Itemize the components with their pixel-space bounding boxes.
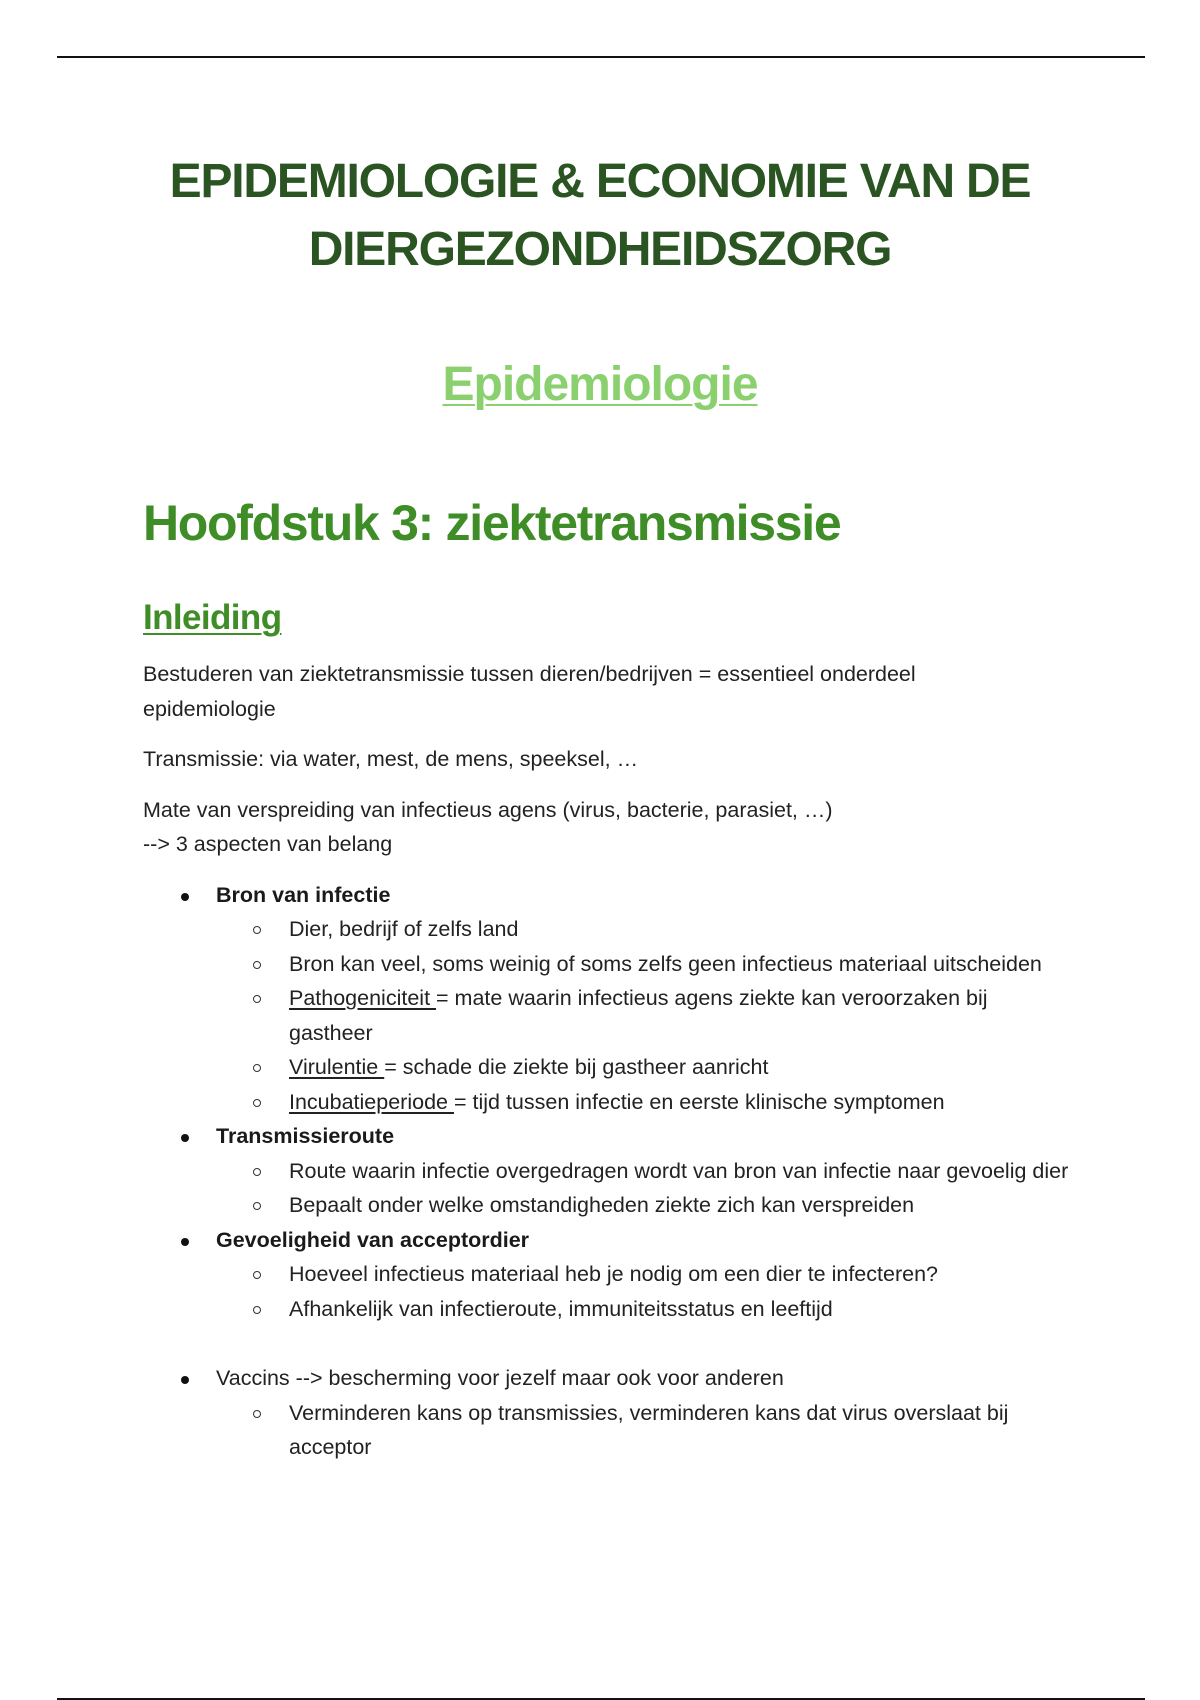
item-text: = schade die ziekte bij gastheer aanricht (384, 1055, 769, 1079)
bullet-circle-icon (253, 1064, 261, 1072)
bullet-circle-icon (253, 1410, 261, 1418)
sub-list (216, 1396, 1073, 1465)
bullet-circle-icon (253, 961, 261, 969)
section-heading-text: Epidemiologie (442, 358, 758, 411)
bullet-dot-icon (181, 1134, 189, 1142)
document-title (0, 148, 1200, 284)
list-spacer (143, 1326, 1073, 1361)
body-content (143, 657, 1073, 1465)
subheading-text: Inleiding (143, 598, 282, 637)
item-text: Bron kan veel, soms weinig of soms zelfs geen infectieus materiaal uitscheiden (289, 951, 1042, 976)
intro-p3-line2: --> 3 aspecten van belang (143, 832, 393, 856)
title-line-1: EPIDEMIOLOGIE & ECONOMIE VAN DE (169, 155, 1031, 208)
aspect-label: Gevoeligheid van acceptordier (216, 1227, 530, 1252)
list-item (143, 1361, 1073, 1465)
section-heading (0, 352, 1200, 418)
bullet-dot-icon (181, 1238, 189, 1246)
item-text: Afhankelijk van infectieroute, immuniteitsstatus en leeftijd (289, 1296, 833, 1321)
aspect-label: Bron van infectie (216, 882, 391, 907)
item-text: Verminderen kans op transmissies, verminderen kans dat virus overslaat bij acceptor (289, 1400, 1009, 1459)
chapter-heading: Hoofdstuk 3: ziektetransmissie (143, 495, 841, 551)
aspect-label: Transmissieroute (216, 1124, 395, 1148)
intro-paragraph-2: Transmissie: via water, mest, de mens, speeksel, … (143, 747, 639, 771)
bullet-circle-icon (253, 1271, 261, 1279)
item-text: Hoeveel infectieus materiaal heb je nodig om een dier te infecteren? (289, 1262, 938, 1286)
intro-p1-line1: Bestuderen van ziektetransmissie tussen dieren/bedrijven = essentieel onderdeel (143, 662, 916, 686)
bullet-circle-icon (253, 995, 261, 1003)
list-item (143, 1223, 1073, 1327)
item-term: Incubatieperiode (289, 1089, 454, 1114)
aspects-list (143, 878, 1073, 1327)
list-item (216, 947, 1073, 982)
list-item (143, 1119, 1073, 1223)
list-item (216, 912, 1073, 947)
sub-list (216, 1257, 1073, 1326)
vaccins-label: Vaccins --> bescherming voor jezelf maar ook voor anderen (216, 1366, 784, 1390)
list-item (216, 1257, 1073, 1292)
intro-paragraph-3 (143, 793, 1073, 862)
item-text: = mate waarin infectieus agens ziekte kan veroorzaken bij gastheer (289, 986, 988, 1045)
item-text: = tijd tussen infectie en eerste klinische symptomen (453, 1089, 945, 1114)
bullet-circle-icon (253, 1168, 261, 1176)
vaccins-list (143, 1361, 1073, 1465)
title-line-2: DIERGEZONDHEIDSZORG (308, 223, 892, 276)
item-text: Route waarin infectie overgedragen wordt van bron van infectie naar gevoelig dier (289, 1158, 1069, 1183)
bullet-circle-icon (253, 926, 261, 934)
bullet-dot-icon (181, 1376, 189, 1384)
list-item (216, 1292, 1073, 1327)
item-term: Virulentie (289, 1055, 385, 1079)
bullet-circle-icon (253, 1202, 261, 1210)
bullet-dot-icon (181, 893, 189, 901)
list-item (216, 1154, 1073, 1189)
list-item (216, 1085, 1073, 1120)
list-item (216, 1396, 1073, 1465)
subheading (143, 594, 281, 642)
intro-p3-line1: Mate van verspreiding van infectieus agens (virus, bacterie, parasiet, …) (143, 797, 833, 822)
intro-p1-line2: epidemiologie (143, 696, 276, 721)
list-item (216, 1188, 1073, 1223)
list-item (216, 981, 1073, 1050)
bullet-circle-icon (253, 1099, 261, 1107)
list-item (216, 1050, 1073, 1085)
sub-list (216, 1154, 1073, 1223)
intro-paragraph-1 (143, 657, 1073, 726)
item-term: Pathogeniciteit (289, 986, 437, 1010)
bullet-circle-icon (253, 1306, 261, 1314)
item-text: Bepaalt onder welke omstandigheden ziekte zich kan verspreiden (289, 1193, 915, 1217)
top-rule (57, 56, 1145, 58)
list-item (143, 878, 1073, 1120)
sub-list (216, 912, 1073, 1119)
item-text: Dier, bedrijf of zelfs land (289, 917, 519, 941)
